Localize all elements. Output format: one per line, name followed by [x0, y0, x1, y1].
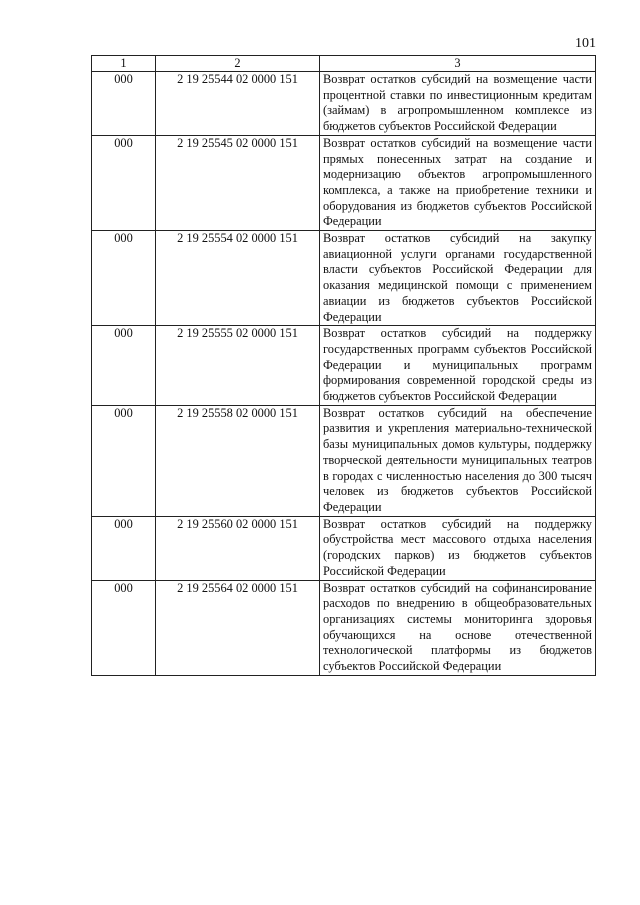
description-cell: Возврат остатков субсидий на возмещение части процентной ставки по инвестиционным кредитам (займам) в агропромышленном комплексе из бюджетов субъектов Российской Федерации [320, 72, 596, 136]
table-row [92, 231, 596, 326]
admin-code-cell: 000 [92, 580, 156, 675]
table-row [92, 326, 596, 406]
admin-code-cell: 000 [92, 231, 156, 326]
kbk-code-cell: 2 19 25544 02 0000 151 [156, 72, 320, 136]
description-cell: Возврат остатков субсидий на возмещение части прямых понесенных затрат на создание и модернизацию объектов агропромышленного комплекса, а также на приобретение техники и оборудования из бюджетов субъектов Российской Федерации [320, 135, 596, 230]
column-header-1: 1 [92, 56, 156, 72]
table-row [92, 72, 596, 136]
kbk-code-cell: 2 19 25564 02 0000 151 [156, 580, 320, 675]
column-header-3: 3 [320, 56, 596, 72]
admin-code-cell: 000 [92, 326, 156, 406]
column-header-2: 2 [156, 56, 320, 72]
admin-code-cell: 000 [92, 516, 156, 580]
budget-classification-table [91, 55, 596, 676]
table-header [92, 56, 596, 72]
kbk-code-cell: 2 19 25558 02 0000 151 [156, 405, 320, 516]
description-cell: Возврат остатков субсидий на софинансирование расходов по внедрению в общеобразовательных организациях системы мониторинга здоровья обучающихся на основе отечественной технологической платформы из бюджетов субъектов Российской Федерации [320, 580, 596, 675]
page-number: 101 [575, 36, 596, 51]
table-row [92, 516, 596, 580]
admin-code-cell: 000 [92, 405, 156, 516]
table-body [92, 72, 596, 676]
kbk-code-cell: 2 19 25554 02 0000 151 [156, 231, 320, 326]
table-row [92, 580, 596, 675]
kbk-code-cell: 2 19 25555 02 0000 151 [156, 326, 320, 406]
kbk-code-cell: 2 19 25545 02 0000 151 [156, 135, 320, 230]
admin-code-cell: 000 [92, 72, 156, 136]
table-row [92, 405, 596, 516]
admin-code-cell: 000 [92, 135, 156, 230]
description-cell: Возврат остатков субсидий на поддержку обустройства мест массового отдыха населения (городских парков) из бюджетов субъектов Российской Федерации [320, 516, 596, 580]
description-cell: Возврат остатков субсидий на обеспечение развития и укрепления материально-технической базы муниципальных домов культуры, поддержку творческой деятельности муниципальных театров в городах с численностью населения до 300 тысяч человек из бюджетов субъектов Российской Федерации [320, 405, 596, 516]
description-cell: Возврат остатков субсидий на поддержку государственных программ субъектов Российской Федерации и муниципальных программ формирования современной городской среды из бюджетов субъектов Российской Федерации [320, 326, 596, 406]
header-row [92, 56, 596, 72]
table-row [92, 135, 596, 230]
description-cell: Возврат остатков субсидий на закупку авиационной услуги органами государственной власти субъектов Российской Федерации для оказания медицинской помощи с применением авиации из бюджетов субъектов Российской Федерации [320, 231, 596, 326]
kbk-code-cell: 2 19 25560 02 0000 151 [156, 516, 320, 580]
